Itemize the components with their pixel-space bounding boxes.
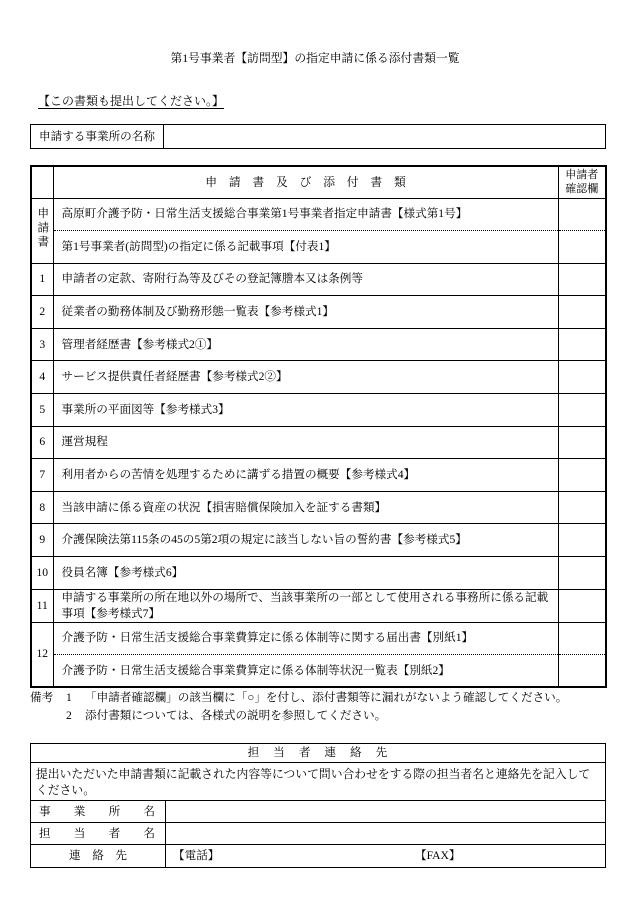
phone-field[interactable] <box>220 848 408 865</box>
item-number: 3 <box>31 328 53 361</box>
remark-number: 1 <box>66 691 72 704</box>
documents-table <box>30 165 607 688</box>
document-item: 運営規程 <box>53 426 558 459</box>
person-name-label: 担 当 者 名 <box>31 823 166 845</box>
table-row <box>31 589 606 622</box>
facility-name-table <box>30 124 606 149</box>
document-item: サービス提供責任者経歴書【参考様式2②】 <box>53 361 558 394</box>
table-row <box>31 263 606 296</box>
applicant-check-cell[interactable] <box>558 296 606 329</box>
remark-text: 「申請者確認欄」の該当欄に「○」を付し、添付書類等に漏れがないよう確認してください。 <box>85 691 568 704</box>
item-number: 12 <box>31 622 53 687</box>
table-row <box>31 491 606 524</box>
table-row <box>31 524 606 557</box>
contact-info-row <box>31 845 606 868</box>
item-number: 9 <box>31 524 53 557</box>
facility-name-row <box>31 125 606 149</box>
document-item: 申請者の定款、寄附行為等及びその登記簿謄本又は条例等 <box>53 263 558 296</box>
table-row <box>31 296 606 329</box>
item-number: 8 <box>31 491 53 524</box>
table-row <box>31 198 606 231</box>
applicant-check-cell[interactable] <box>558 361 606 394</box>
contact-header: 担 当 者 連 絡 先 <box>31 744 606 763</box>
applicant-check-cell[interactable] <box>558 557 606 590</box>
facility-name-label: 申請する事業所の名称 <box>31 125 164 149</box>
applicant-check-cell[interactable] <box>558 328 606 361</box>
item-number: 5 <box>31 394 53 427</box>
remarks-label: 備考 <box>30 691 54 704</box>
document-item: 介護保険法第115条の45の5第2項の規定に該当しない旨の誓約書【参考様式5】 <box>53 524 558 557</box>
document-item: 申請する事業所の所在地以外の場所で、当該事業所の一部として使用される事務所に係る記載事項【参考様式7】 <box>53 589 558 622</box>
documents-column-header: 申 請 書 及 び 添 付 書 類 <box>53 166 558 198</box>
remark-text: 添付書類については、各様式の説明を参照してください。 <box>85 709 387 722</box>
applicant-check-cell[interactable] <box>558 263 606 296</box>
document-item: 介護予防・日常生活支援総合事業費算定に係る体制等状況一覧表【別紙2】 <box>53 655 558 688</box>
applicant-check-cell[interactable] <box>558 198 606 231</box>
item-number: 1 <box>31 263 53 296</box>
documents-header-row <box>31 166 606 198</box>
document-item: 従業者の勤務体制及び勤務形態一覧表【参考様式1】 <box>53 296 558 329</box>
item-number: 7 <box>31 459 53 492</box>
contact-table <box>30 743 606 868</box>
application-group-label: 申請書 <box>36 206 50 250</box>
person-name-row <box>31 823 606 845</box>
fax-label: 【FAX】 <box>415 848 461 862</box>
document-item: 事業所の平面図等【参考様式3】 <box>53 394 558 427</box>
page-title: 第1号事業者【訪問型】の指定申請に係る添付書類一覧 <box>170 51 460 65</box>
item-number: 11 <box>31 589 53 622</box>
applicant-check-cell[interactable] <box>558 394 606 427</box>
table-row <box>31 426 606 459</box>
fax-field[interactable] <box>461 848 601 865</box>
contact-header-row <box>31 744 606 763</box>
table-row <box>31 231 606 264</box>
contact-description: 提出いただいた申請書類に記載された内容等について問い合わせをする際の担当者名と連絡先を記入してください。 <box>31 763 606 801</box>
table-row <box>31 459 606 492</box>
document-item: 管理者経歴書【参考様式2①】 <box>53 328 558 361</box>
document-item: 利用者からの苦情を処理するために講ずる措置の概要【参考様式4】 <box>53 459 558 492</box>
applicant-check-cell[interactable] <box>558 491 606 524</box>
person-name-field[interactable] <box>166 823 606 845</box>
office-name-row <box>31 801 606 823</box>
document-item: 役員名簿【参考様式6】 <box>53 557 558 590</box>
applicant-check-cell[interactable] <box>558 459 606 492</box>
check-column-header-line-2: 確認欄 <box>565 183 599 196</box>
item-number: 6 <box>31 426 53 459</box>
document-item: 介護予防・日常生活支援総合事業費算定に係る体制等に関する届出書【別紙1】 <box>53 622 558 655</box>
item-number: 2 <box>31 296 53 329</box>
application-group-cell <box>31 198 53 263</box>
table-row <box>31 622 606 655</box>
number-column-header <box>31 166 53 198</box>
applicant-check-cell[interactable] <box>558 655 606 688</box>
contact-info-cell <box>166 845 606 868</box>
item-number: 10 <box>31 557 53 590</box>
document-item: 高原町介護予防・日常生活支援総合事業第1号事業者指定申請書【様式第1号】 <box>53 198 558 231</box>
table-row <box>31 328 606 361</box>
office-name-label: 事 業 所 名 <box>31 801 166 823</box>
contact-info-values <box>166 846 605 867</box>
remark-2 <box>30 708 605 724</box>
table-row <box>31 394 606 427</box>
applicant-check-cell[interactable] <box>558 426 606 459</box>
check-column-header-line-1: 申請者 <box>565 169 599 182</box>
submission-notice: 【この書類も提出してください。】 <box>38 94 225 108</box>
remark-1 <box>30 690 605 706</box>
table-row <box>31 361 606 394</box>
item-number: 4 <box>31 361 53 394</box>
facility-name-field[interactable] <box>164 125 606 149</box>
contact-info-label: 連 絡 先 <box>31 845 166 868</box>
applicant-check-cell[interactable] <box>558 589 606 622</box>
table-row <box>31 655 606 688</box>
applicant-check-cell[interactable] <box>558 622 606 655</box>
contact-description-row <box>31 763 606 801</box>
applicant-check-cell[interactable] <box>558 524 606 557</box>
document-item: 第1号事業者(訪問型)の指定に係る記載事項【付表1】 <box>53 231 558 264</box>
remark-number: 2 <box>66 709 72 722</box>
phone-label: 【電話】 <box>173 848 220 862</box>
table-row <box>31 557 606 590</box>
check-column-header <box>558 166 606 198</box>
document-item: 当該申請に係る資産の状況【損害賠償保険加入を証する書類】 <box>53 491 558 524</box>
office-name-field[interactable] <box>166 801 606 823</box>
applicant-check-cell[interactable] <box>558 231 606 264</box>
